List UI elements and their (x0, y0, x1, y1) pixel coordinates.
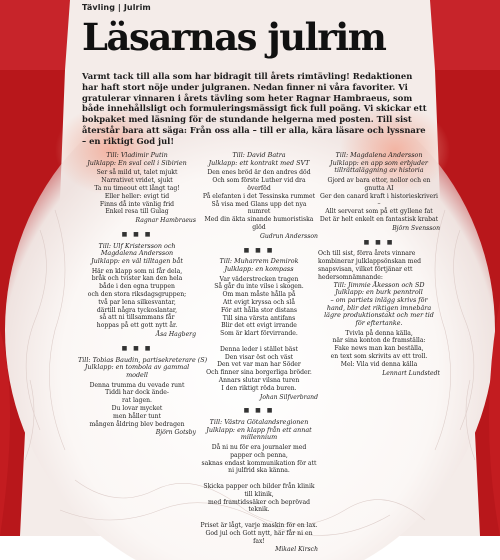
poem-line: en text som skrivits av ett troll. (330, 353, 428, 361)
poem-recipient (318, 282, 440, 328)
poem-line: Med din äkta sinande humoristiska glöd (204, 216, 314, 231)
poem-body (78, 268, 196, 330)
poem-signature: Gudrun Andersson (260, 232, 318, 240)
recipient-line: Till: David Batra (232, 151, 286, 159)
poem-line: Priset är lågt, varje maskin för en lax. (200, 522, 318, 530)
poem-entry (200, 419, 318, 554)
poem-line: Allt serverat som på ett gyllene fat (325, 208, 433, 216)
poem-entry (318, 152, 440, 233)
poem-entry (78, 243, 196, 339)
recipient-line: Julklapp: En sval cell i Sibirien (87, 158, 187, 167)
poem-line: Den visar öst och väst (224, 353, 294, 361)
recipient-line: tillrättaläggning av historia (334, 166, 424, 175)
poem-line: med framtidssäker och beprövad teknik. (207, 498, 311, 514)
poem-line: Du lovar mycket (111, 404, 163, 412)
column-3 (318, 152, 440, 383)
poem-recipient (78, 243, 196, 266)
poem-entry (78, 152, 196, 225)
section-separator: ■ ■ ■ (243, 407, 275, 415)
poem-signature: Åsa Hagberg (155, 331, 196, 339)
recipient-line: Julklapp: en tombola av gammal (84, 363, 190, 372)
poem-signature: Lennart Lundstedt (382, 369, 440, 377)
section-separator: ■ ■ ■ (121, 230, 153, 238)
recipient-line: Till: Västra Götalandsregionen (209, 418, 309, 427)
poem-line: Om man måste hålla på (222, 291, 296, 299)
poem-line: Denna trumma du vevade runt (89, 381, 185, 389)
poem-line: Och som förste Luther vid dra överföd (212, 177, 306, 192)
recipient-line: Julklapp: en kompass (224, 264, 294, 273)
recipient-line: Julklapp: en väl tilltagen båt (91, 257, 183, 265)
poem-line: Ser så mild ut, talet mjukt (96, 169, 178, 177)
recipient-line: Magdalena Andersson (100, 249, 174, 258)
recipient-line: Julklapp: ett kontrakt med SVT (208, 158, 310, 167)
poem-line: Och finner sina borgerliga bröder. (206, 369, 312, 377)
poem-line: Som är klart förvirrande. (220, 330, 298, 338)
section-separator: ■ ■ ■ (363, 238, 395, 246)
poem-body (78, 382, 196, 429)
poem-body (200, 169, 318, 231)
poem-line: Så går du inte vilse i skogen. (214, 283, 304, 291)
section-separator: ■ ■ ■ (243, 246, 275, 254)
poem-line: För att hålla stor distans (220, 306, 298, 314)
lead-paragraph (82, 71, 427, 146)
poem-line: Tiddi har dock ände- (105, 389, 169, 397)
headline: Läsarnas julrim (82, 15, 386, 59)
poem-line: Att evigt kryssa och slå (223, 298, 295, 306)
recipient-line: Till: Magdalena Andersson (335, 151, 423, 159)
poem-entry (78, 355, 208, 438)
recipient-line: modell (126, 370, 148, 379)
poem-line: Narrativet vridet, sjukt (101, 177, 173, 185)
poem-line: Eller heller: evigt tid (104, 192, 170, 200)
poem-line (200, 514, 318, 522)
poem-line (200, 475, 318, 483)
poem-recipient (318, 152, 440, 175)
poem-line: Ger den canard kraft i historieskriveri – (320, 192, 438, 208)
poem-line: Gjord av bara ettor, nollor och en gnutta AI (327, 177, 431, 192)
recipient-line: Till: Tobias Baudin, partisekreterare (S) (78, 355, 208, 364)
poem-line: Då ni nu för era journaler med papper och penna, (211, 444, 307, 459)
poem-body (318, 330, 440, 369)
poem-line: Tvivla på denna källa, (345, 329, 413, 337)
poem-signature: Björn Svensson (392, 224, 440, 232)
poem-line: Det är helt enkelt en fantastisk krabat (319, 216, 439, 224)
poem-body (318, 177, 440, 224)
poem-signature: Mikael Kirsch (275, 546, 318, 554)
lead-text-start: Varmt tack till alla som har bidragit till årets rimtävling! Redaktionen har haft stort nöje under julgranen. Nedan finner ni våra favoriter. Vi gratulerar vinnaren i årets tävling som heter (82, 71, 413, 103)
recipient-line: Julklapp: en klapp från ett annat (206, 425, 312, 434)
recipient-line: Julklapp: en burk penntroll (335, 288, 423, 297)
column-1 (78, 151, 208, 443)
poem-recipient (78, 355, 208, 380)
winner-name: Ragnar Hambraeus (295, 92, 388, 103)
recipient-line: Till: Muharrem Demirok (219, 257, 299, 266)
poem-line: På elefanten i det Tessinska rummet (202, 192, 316, 200)
poem-line: Här en klapp som ni får dela, (91, 267, 183, 275)
recipient-line: Till: Vladimir Putin (106, 151, 168, 159)
poem-line: både i den egna truppen (99, 283, 175, 291)
poem-line: men håller tunt (113, 412, 161, 420)
poem-body (200, 276, 318, 393)
poem-line: när sina konton de framställa: (332, 337, 426, 345)
poem-entry (318, 250, 440, 377)
recipient-line: Julklapp: en app som erbjuder (330, 158, 428, 167)
poem-body (78, 169, 196, 216)
poem-line: därtill några tyckoslantar, (96, 306, 178, 314)
poem-body (200, 444, 318, 545)
poem-line: Finns då inte vänlig frid (99, 200, 175, 208)
poem-line (200, 338, 318, 346)
poem-line: Så visa med Glans upp det nya numret (211, 200, 307, 216)
poem-line: Skicka papper och bilder från klinik till klinik, (203, 483, 315, 498)
poem-recipient (200, 419, 318, 442)
poem-line: saknas endast kommunikation för att ni julfrid ska känna. (201, 459, 317, 475)
poem-line: hoppas på ett gott nytt år. (96, 322, 178, 330)
poem-line: Var väderstrecken tragen (219, 275, 299, 283)
poem-line: bråk och tvister kan den hela (91, 275, 183, 283)
poem-line: Ta nu timeout ett långt tag! (94, 184, 180, 192)
column-2 (200, 152, 318, 560)
poem-recipient (78, 152, 196, 167)
recipient-line: lägre produktionstakt och mer tid (324, 311, 434, 320)
poem-signature: Johan Silfverbrand (259, 393, 318, 401)
recipient-line: millennium (240, 433, 278, 442)
poem-line: Blir det ett evigt irrande (221, 322, 297, 330)
section-tag: Tävling | Julrim (82, 3, 151, 12)
recipient-line: – om partiets inlägg skrivs för (330, 295, 428, 304)
recipient-line: hand, blir det riktigen imnebära (326, 303, 432, 312)
poem-line: två par lena silkesvantar, (98, 298, 176, 306)
poem-line: så att ni tillsammans får (99, 314, 175, 322)
poem-line: God jul och Gott nytt, här får ni en fax! (205, 529, 313, 545)
recipient-line: för eftertanke. (355, 318, 403, 327)
poem-line: och den stora riksdagsgruppen; (87, 291, 187, 299)
recipient-line: Till: Ulf Kristersson och (98, 241, 176, 250)
poem-line: rat lagen. (122, 397, 152, 405)
poem-line: Den enes bröd är den andres död (207, 169, 311, 177)
section-separator: ■ ■ ■ (121, 344, 153, 352)
poem-signature: Björn Gotsby (155, 429, 196, 437)
lead-text-end: , som både innehållsligt och formuleringsmässigt fick full poäng. Vi skickar ett bokpaket med läsning för de stundande helgerna med posten. Till sist återstår bara att säga: Från oss alla – till er alla, kära läsare och lyssnare – en riktigt God jul! (82, 92, 427, 146)
poem-line: mången åldring blev bedragen (89, 420, 185, 428)
poem-entry (200, 152, 318, 241)
poem-signature: Ragnar Hambraeus (135, 217, 196, 225)
poem-recipient (200, 152, 318, 167)
poem-line: I den riktigt röda buren. (221, 384, 297, 392)
poem-entry (200, 258, 318, 401)
poem-line: Fake news man kan beställa, (334, 345, 424, 353)
poem-line: Mel: Vila vid denna källa (340, 360, 418, 368)
poem-recipient (200, 258, 318, 273)
poem-line: Denna leder i stället bäst (220, 345, 298, 353)
recipient-line: Till: Jimmie Åkesson och SD (333, 280, 425, 289)
entry-intro: Och till sist, förra årets vinnare kombinerar julklappsönskan med snapsvisan, vilket förtjänar ett hedersomnämnande: (318, 250, 422, 281)
poem-line: Annars slutar vilsna turen (218, 376, 300, 384)
poem-line: Till sina värsta antifans (222, 314, 296, 322)
poem-line: Enkel resa till Gulag (105, 208, 169, 216)
poem-line: Den vet var man har Söder (217, 361, 301, 369)
